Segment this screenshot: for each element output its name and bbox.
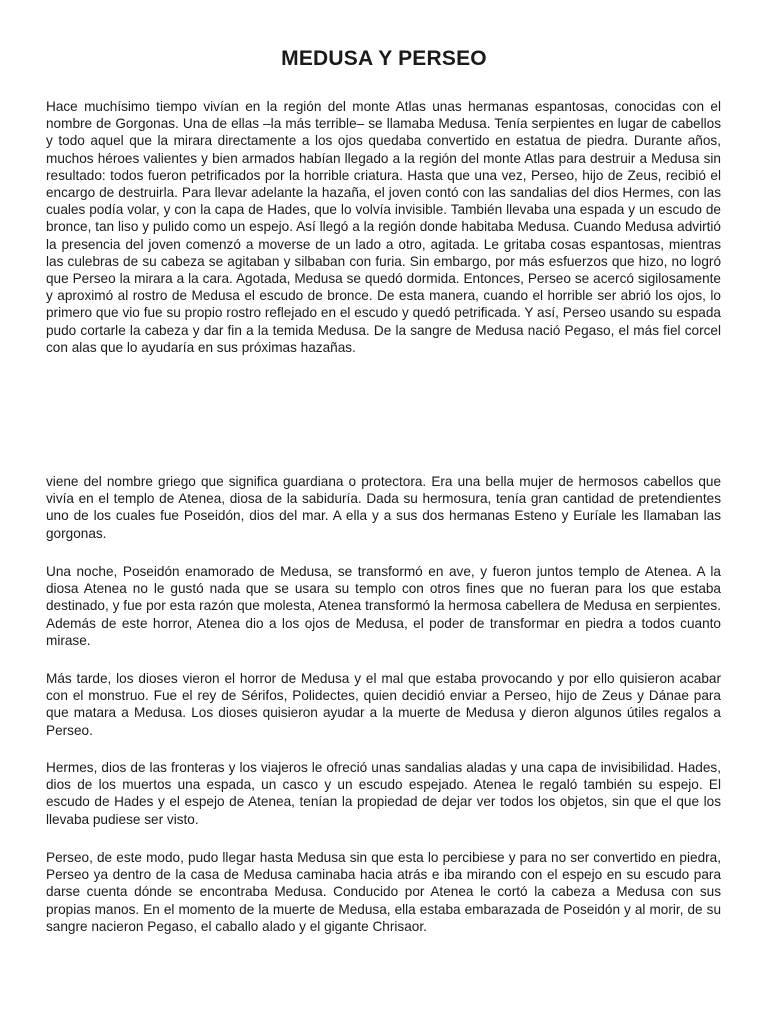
paragraph-medusa-origin: viene del nombre griego que significa guardiana o protectora. Era una bella mujer de hermosos cabellos que vivía en el templo de Atenea, diosa de la sabiduría. Dada su hermosura, tenía gran cantidad de pretendientes uno de los cuales fue Poseidón, dios del mar. A ella y a sus dos hermanas Esteno y Euríale les llamaban las gorgonas. — [46, 474, 721, 541]
page-title: MEDUSA Y PERSEO — [281, 47, 487, 70]
paragraph-transformation: Una noche, Poseidón enamorado de Medusa, se transformó en ave, y fueron juntos templo de Atenea. A la diosa Atenea no le gustó nada que se usara su templo con otros fines que no fueran para los que estaba destinado, y fue por esta razón que molesta, Atenea transformó la hermosa cabellera de Medusa en serpientes. Además de este horror, Atenea dio a los ojos de Medusa, el poder de transformar en piedra a todos cuanto mirase. — [46, 564, 721, 648]
paragraph-medusa-death: Perseo, de este modo, pudo llegar hasta Medusa sin que esta lo percibiese y para no ser convertido en piedra, Perseo ya dentro de la casa de Medusa caminaba hacia atrás e iba mirando con el espejo en su escudo para darse cuenta dónde se encontraba Medusa. Conducido por Atenea le cortó la cabeza a Medusa con sus propias manos. En el momento de la muerte de Medusa, ella estaba embarazada de Poseidón y al morir, de su sangre nacieron Pegaso, el caballo alado y el gigante Chrisaor. — [46, 850, 721, 934]
paragraph-gods-decision: Más tarde, los dioses vieron el horror de Medusa y el mal que estaba provocando y por ello quisieron acabar con el monstruo. Fue el rey de Sérifos, Polidectes, quien decidió enviar a Perseo, hijo de Zeus y Dánae para que matara a Medusa. Los dioses quisieron ayudar a la muerte de Medusa y dieron algunos útiles regalos a Perseo. — [46, 671, 721, 738]
paragraph-perseus-story: Hace muchísimo tiempo vivían en la región del monte Atlas unas hermanas espantosas, conocidas con el nombre de Gorgonas. Una de ellas –la más terrible– se llamaba Medusa. Tenía serpientes en lugar de cabellos y todo aquel que la mirara directamente a los ojos quedaba convertido en estatua de piedra. Durante años, muchos héroes valientes y bien armados habían llegado a la región del monte Atlas para destruir a Medusa sin resultado: todos fueron petrificados por la horrible criatura. Hasta que una vez, Perseo, hijo de Zeus, recibió el encargo de destruirla. Para llevar adelante la hazaña, el joven contó con las sandalias del dios Hermes, con las cuales podía volar, y con la capa de Hades, que lo volvía invisible. También llevaba una espada y un escudo de bronce, tan liso y pulido como un espejo. Así llegó a la región donde habitaba Medusa. Cuando Medusa advirtió la presencia del joven comenzó a moverse de un lado a otro, agitada. Le gritaba cosas espantosas, mientras las culebras de su cabeza se agitaban y silbaban con furia. Sin embargo, por más esfuerzos que hizo, no logró que Perseo la mirara a la cara. Agotada, Medusa se quedó dormida. Entonces, Perseo se acercó sigilosamente y aproximó al rostro de Medusa el escudo de bronce. De esta manera, cuando el horrible ser abrió los ojos, lo primero que vio fue su propio rostro reflejado en el escudo y quedó petrificada. Y así, Perseo usando su espada pudo cortarle la cabeza y dar fin a la temida Medusa. De la sangre de Medusa nació Pegaso, el más fiel corcel con alas que lo ayudaría en sus próximas hazañas. — [46, 99, 721, 355]
paragraph-gifts: Hermes, dios de las fronteras y los viajeros le ofreció unas sandalias aladas y una capa de invisibilidad. Hades, dios de los muertos una espada, un casco y un escudo espejado. Atenea le regaló también su espejo. El escudo de Hades y el espejo de Atenea, tenían la propiedad de dejar ver todos los objetos, sin que el que los llevaba pudiese ser visto. — [46, 760, 721, 827]
